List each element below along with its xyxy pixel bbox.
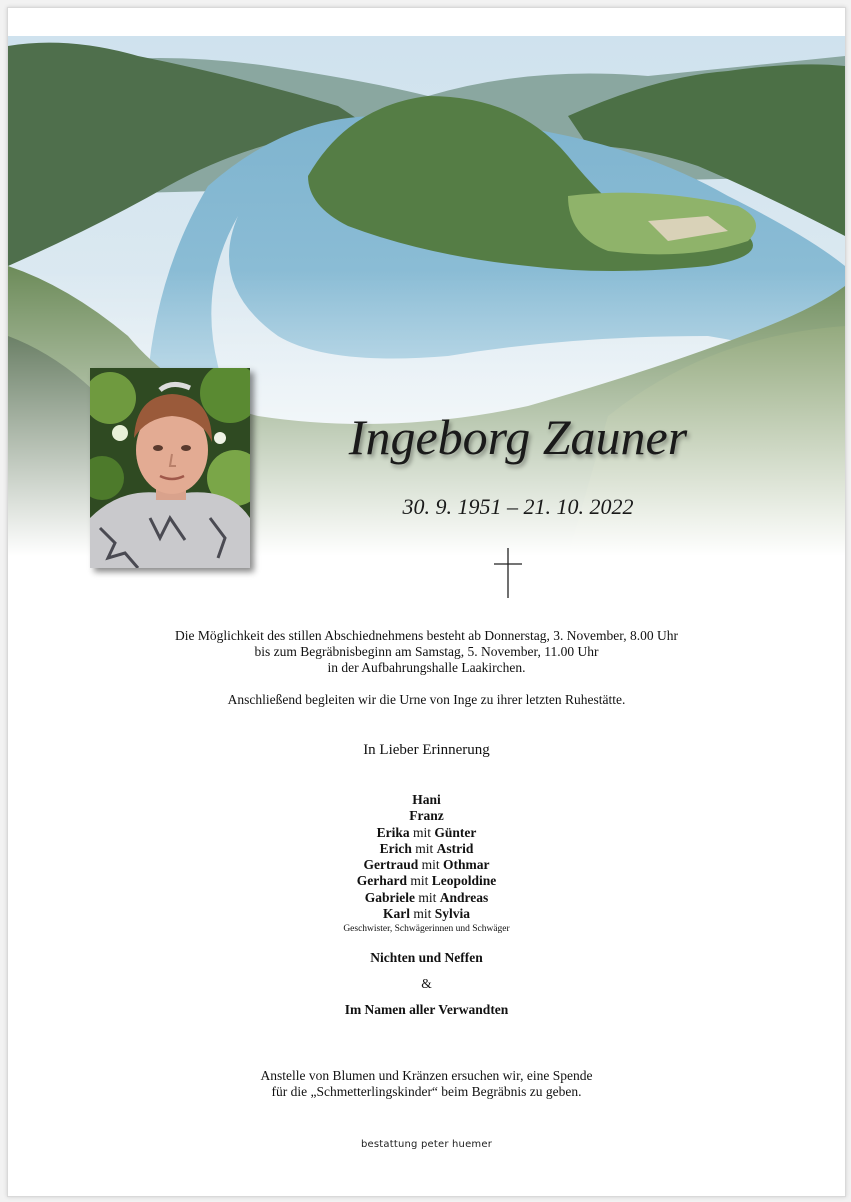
family-member	[8, 825, 845, 841]
member-name: Gabriele	[364, 889, 415, 905]
member-name: Erich	[379, 840, 412, 856]
connector: mit	[413, 906, 432, 922]
member-name: Erika	[376, 824, 410, 840]
donation-request	[8, 1068, 845, 1100]
family-list	[8, 792, 845, 936]
life-dates: 30. 9. 1951 – 21. 10. 2022	[402, 494, 634, 519]
family-member	[8, 841, 845, 857]
family-member	[8, 890, 845, 906]
relations-caption: Geschwister, Schwägerinnen und Schwäger	[343, 924, 510, 935]
farewell-line: Die Möglichkeit des stillen Abschiednehmens besteht ab Donnerstag, 3. November, 8.00 Uhr	[175, 628, 678, 643]
connector: mit	[410, 873, 429, 889]
urn-notice: Anschließend begleiten wir die Urne von Inge zu ihrer letzten Ruhestätte.	[227, 692, 626, 707]
family-member	[8, 792, 845, 808]
partner-name: Sylvia	[434, 906, 471, 922]
member-name: Franz	[409, 808, 444, 824]
member-name: Karl	[382, 906, 410, 922]
ampersand: &	[421, 976, 432, 991]
donation-line: für die „Schmetterlingskinder“ beim Begräbnis zu geben.	[271, 1084, 582, 1099]
family-member	[8, 808, 845, 824]
nieces-nephews: Nichten und Neffen	[370, 950, 483, 965]
partner-name: Leopoldine	[431, 873, 497, 889]
partner-name: Astrid	[436, 840, 474, 856]
partner-name: Othmar	[443, 857, 490, 873]
obituary-card	[7, 7, 846, 1197]
farewell-notice	[8, 628, 845, 676]
connector: mit	[418, 889, 437, 905]
cross-icon	[488, 546, 528, 600]
connector: mit	[413, 824, 432, 840]
on-behalf-of-relatives: Im Namen aller Verwandten	[344, 1002, 509, 1017]
farewell-line: in der Aufbahrungshalle Laakirchen.	[327, 660, 526, 675]
family-member	[8, 906, 845, 922]
memory-heading: In Lieber Erinnerung	[363, 742, 490, 758]
funeral-home-credit: bestattung peter huemer	[360, 1139, 493, 1150]
partner-name: Andreas	[439, 889, 489, 905]
connector: mit	[421, 857, 440, 873]
connector: mit	[415, 840, 434, 856]
member-name: Gertraud	[363, 857, 419, 873]
family-member	[8, 857, 845, 873]
member-name: Gerhard	[356, 873, 407, 889]
family-member	[8, 873, 845, 889]
deceased-name: Ingeborg Zauner	[348, 409, 688, 465]
member-name: Hani	[412, 792, 441, 807]
partner-name: Günter	[434, 824, 477, 840]
farewell-line: bis zum Begräbnisbeginn am Samstag, 5. November, 11.00 Uhr	[254, 644, 599, 659]
portrait-photo	[90, 368, 250, 568]
donation-line: Anstelle von Blumen und Kränzen ersuchen wir, eine Spende	[260, 1068, 593, 1083]
